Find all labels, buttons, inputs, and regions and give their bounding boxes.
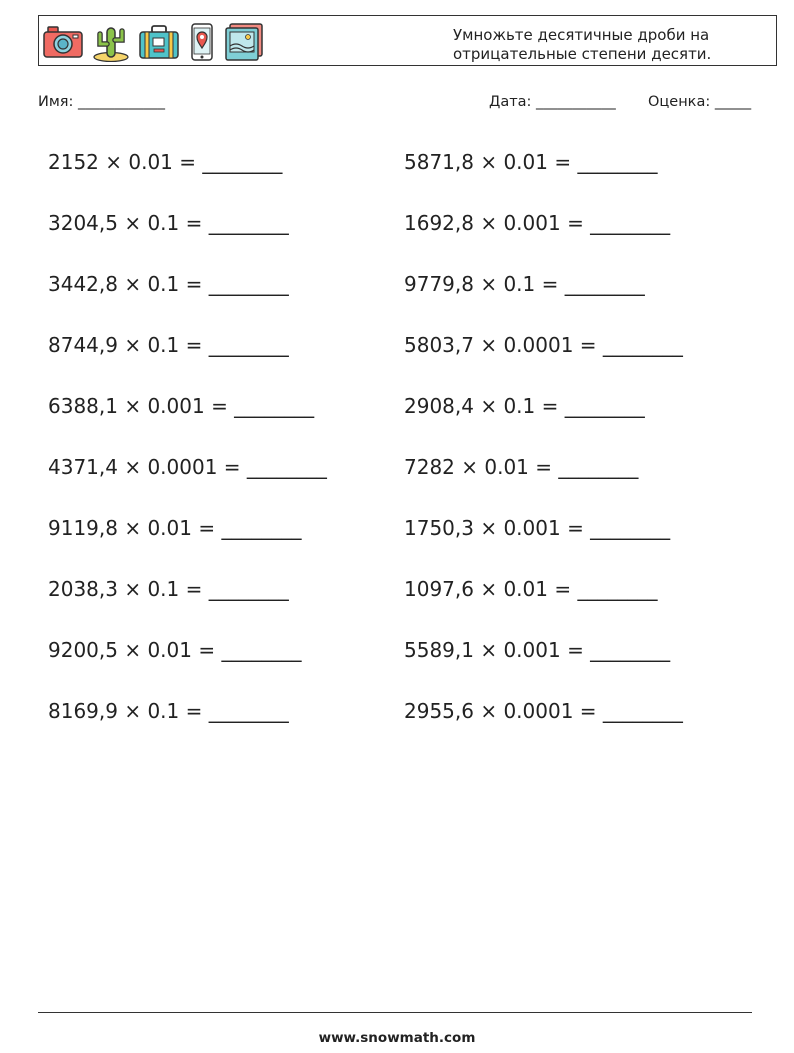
suitcase-icon xyxy=(138,24,180,60)
problem-right-3: 9779,8 × 0.1 = ________ xyxy=(404,272,645,296)
problem-right-2: 1692,8 × 0.001 = ________ xyxy=(404,211,671,235)
problem-right-1: 5871,8 × 0.01 = ________ xyxy=(404,150,658,174)
problem-right-5: 2908,4 × 0.1 = ________ xyxy=(404,394,645,418)
phone-location-icon xyxy=(188,22,216,62)
instruction-line-2: отрицательные степени десяти. xyxy=(453,45,712,63)
cactus-icon xyxy=(92,22,130,62)
name-field: Имя: ____________ xyxy=(38,94,166,110)
problem-right-6: 7282 × 0.01 = ________ xyxy=(404,455,639,479)
problem-left-4: 8744,9 × 0.1 = ________ xyxy=(48,333,289,357)
problem-right-8: 1097,6 × 0.01 = ________ xyxy=(404,577,658,601)
date-field: Дата: ___________ xyxy=(489,94,616,110)
problem-right-4: 5803,7 × 0.0001 = ________ xyxy=(404,333,683,357)
problem-right-9: 5589,1 × 0.001 = ________ xyxy=(404,638,671,662)
footer-url[interactable]: www.snowmath.com xyxy=(318,1030,476,1046)
problem-left-6: 4371,4 × 0.0001 = ________ xyxy=(48,455,327,479)
problem-left-10: 8169,9 × 0.1 = ________ xyxy=(48,699,289,723)
instruction-text xyxy=(453,26,753,64)
problem-left-8: 2038,3 × 0.1 = ________ xyxy=(48,577,289,601)
problem-right-7: 1750,3 × 0.001 = ________ xyxy=(404,516,671,540)
grade-field: Оценка: _____ xyxy=(648,94,752,110)
problem-left-9: 9200,5 × 0.01 = ________ xyxy=(48,638,302,662)
problem-left-5: 6388,1 × 0.001 = ________ xyxy=(48,394,315,418)
problem-left-3: 3442,8 × 0.1 = ________ xyxy=(48,272,289,296)
problem-right-10: 2955,6 × 0.0001 = ________ xyxy=(404,699,683,723)
header-icons xyxy=(42,22,264,62)
problem-left-1: 2152 × 0.01 = ________ xyxy=(48,150,283,174)
problem-left-2: 3204,5 × 0.1 = ________ xyxy=(48,211,289,235)
instruction-line-1: Умножьте десятичные дроби на xyxy=(453,26,710,44)
problem-left-7: 9119,8 × 0.01 = ________ xyxy=(48,516,302,540)
header-box xyxy=(38,15,777,66)
footer-divider xyxy=(38,1012,752,1013)
camera-icon xyxy=(42,25,84,59)
photo-icon xyxy=(224,22,264,62)
